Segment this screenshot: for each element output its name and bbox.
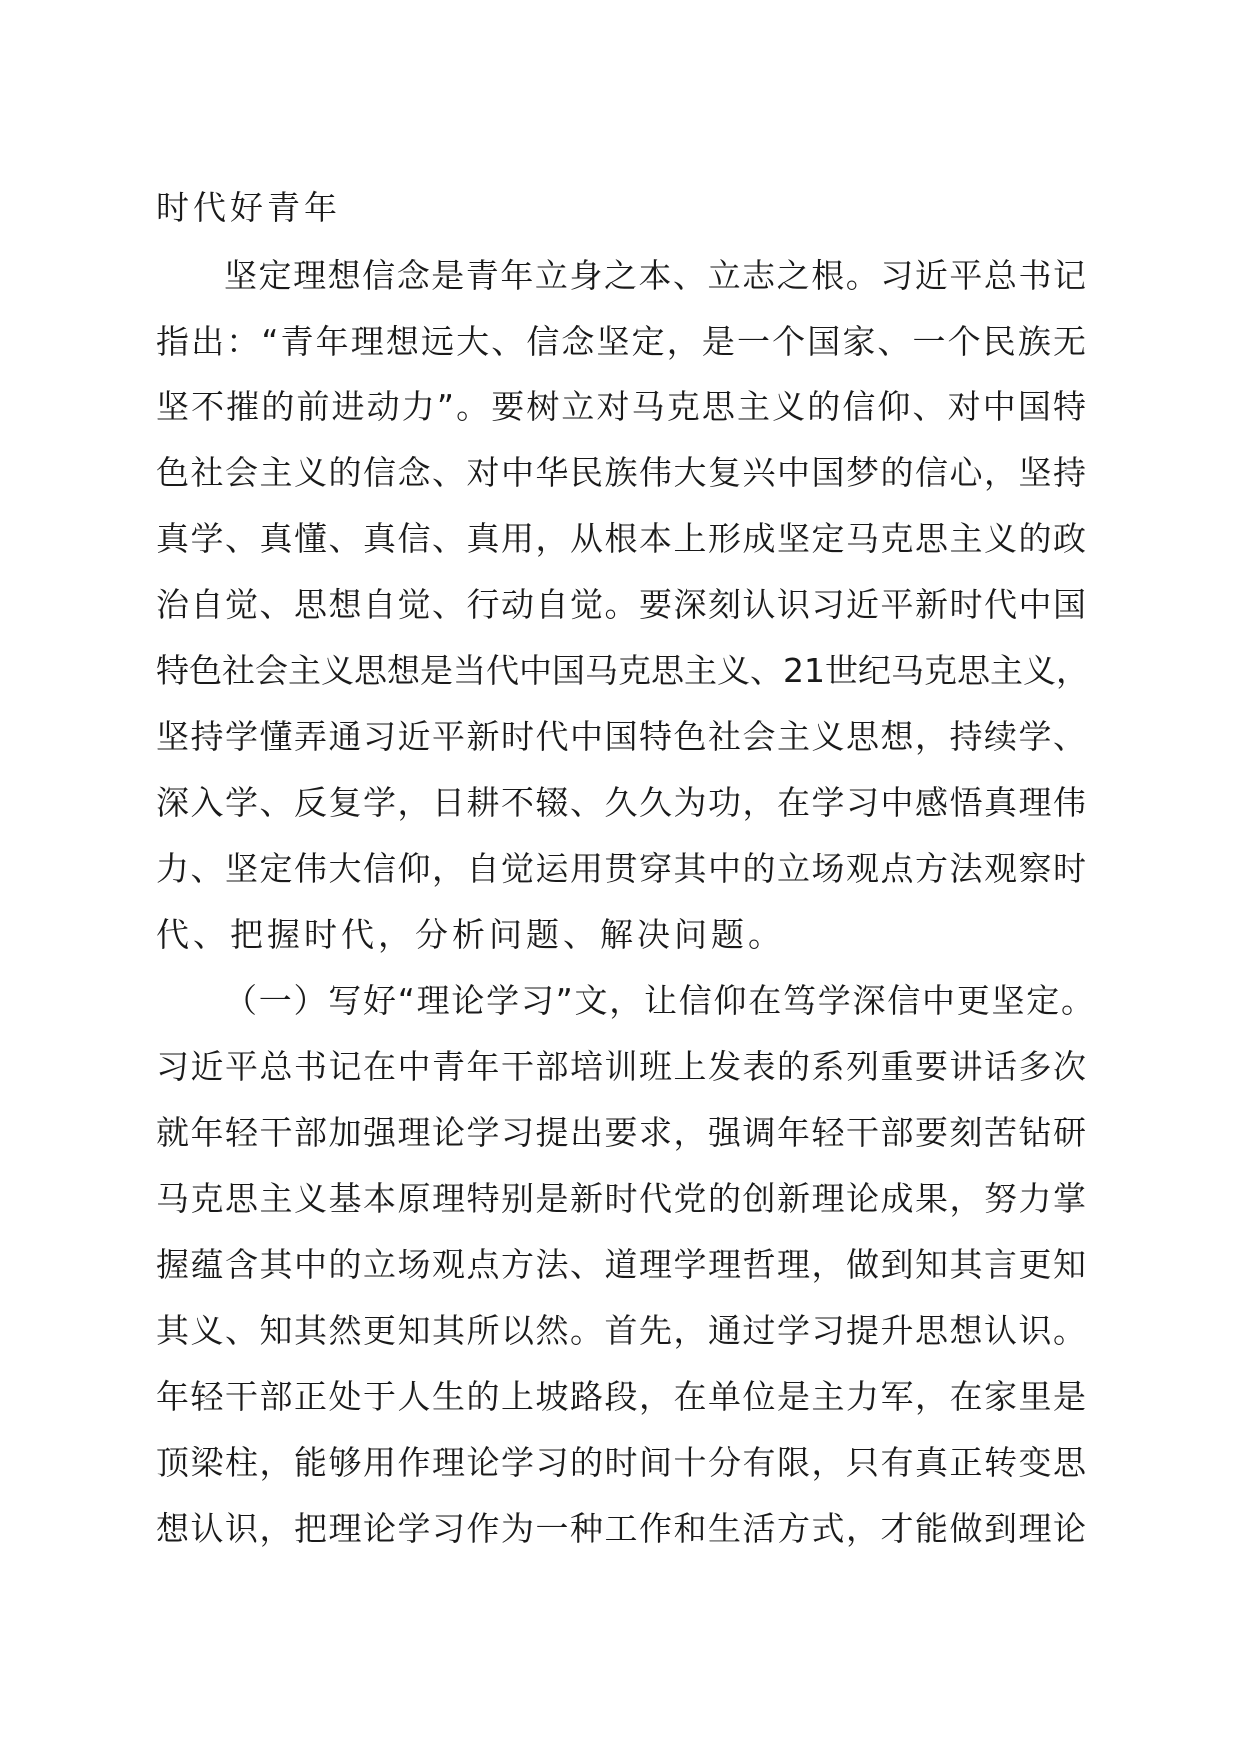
text-line: 就年轻干部加强理论学习提出要求，强调年轻干部要刻苦钻研 — [156, 1113, 1086, 1152]
text-line: 顶梁柱，能够用作理论学习的时间十分有限，只有真正转变思 — [156, 1443, 1086, 1482]
text-line: 代、把握时代，分析问题、解决问题。 — [156, 915, 785, 954]
text-line: 深入学、反复学，日耕不辍、久久为功，在学习中感悟真理伟 — [156, 783, 1086, 822]
text-line: 马克思主义基本原理特别是新时代党的创新理论成果，努力掌 — [156, 1179, 1086, 1218]
text-line: 年轻干部正处于人生的上坡路段，在单位是主力军，在家里是 — [156, 1377, 1086, 1416]
text-line: 力、坚定伟大信仰，自觉运用贯穿其中的立场观点方法观察时 — [156, 849, 1086, 888]
text-line: 习近平总书记在中青年干部培训班上发表的系列重要讲话多次 — [156, 1047, 1086, 1086]
text-line: 坚持学懂弄通习近平新时代中国特色社会主义思想，持续学、 — [156, 717, 1086, 756]
section-heading: （一）写好“理论学习”文，让信仰在笃学深信中更坚定。 — [224, 981, 1094, 1020]
text-line: 治自觉、思想自觉、行动自觉。要深刻认识习近平新时代中国 — [156, 585, 1086, 624]
text-line: 时代好青年 — [156, 188, 341, 227]
text-line: 指出：“青年理想远大、信念坚定，是一个国家、一个民族无 — [156, 322, 1086, 361]
text-line: 特色社会主义思想是当代中国马克思主义、21世纪马克思主义， — [156, 651, 1089, 690]
text-line: 坚不摧的前进动力”。要树立对马克思主义的信仰、对中国特 — [156, 387, 1086, 426]
text-line: 想认识，把理论学习作为一种工作和生活方式，才能做到理论 — [156, 1509, 1086, 1548]
text-line: 其义、知其然更知其所以然。首先，通过学习提升思想认识。 — [156, 1311, 1086, 1350]
paragraph-first-line: 坚定理想信念是青年立身之本、立志之根。习近平总书记 — [224, 256, 1086, 295]
text-line: 色社会主义的信念、对中华民族伟大复兴中国梦的信心，坚持 — [156, 453, 1086, 492]
text-line: 真学、真懂、真信、真用，从根本上形成坚定马克思主义的政 — [156, 519, 1086, 558]
text-line: 握蕴含其中的立场观点方法、道理学理哲理，做到知其言更知 — [156, 1245, 1086, 1284]
